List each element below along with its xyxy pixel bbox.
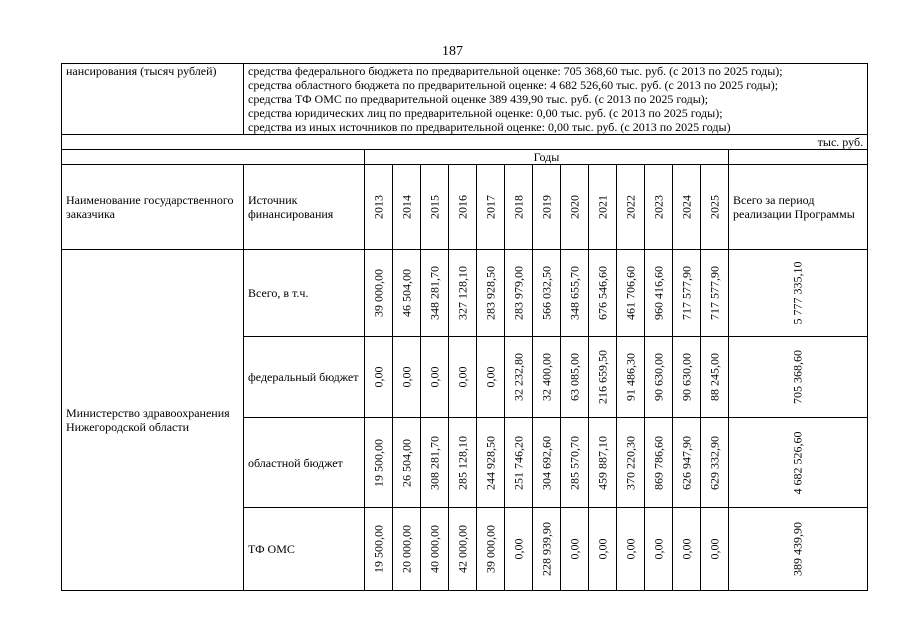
- total-cell: [729, 337, 868, 418]
- total-header: Всего за период реализации Программы: [729, 165, 868, 250]
- value-text: 19 500,00: [371, 438, 385, 487]
- value-cell: [533, 418, 561, 508]
- funding-summary-row: [62, 64, 868, 135]
- value-cell: [589, 337, 617, 418]
- value-cell: [449, 508, 477, 591]
- funding-line: средства ТФ ОМС по предварительной оценке 389 439,90 тыс. руб. (с 2013 по 2025 годы);: [248, 92, 709, 106]
- value-text: 90 630,00: [651, 353, 665, 401]
- value-cell: [673, 337, 701, 418]
- value-text: 0,00: [455, 366, 469, 388]
- value-cell: [477, 250, 505, 337]
- value-cell: [561, 337, 589, 418]
- value-text: 676 546,60: [595, 266, 609, 320]
- value-cell: [505, 337, 533, 418]
- value-text: 0,00: [651, 538, 665, 560]
- year-header: [701, 165, 729, 250]
- value-text: 216 659,50: [595, 350, 609, 404]
- value-text: 0,00: [679, 538, 693, 560]
- customer-header: Наименование государственного заказчика: [62, 165, 244, 250]
- value-text: 0,00: [511, 538, 525, 560]
- value-text: 327 128,10: [455, 266, 469, 320]
- value-text: 26 504,00: [399, 438, 413, 487]
- value-cell: [701, 418, 729, 508]
- value-text: 566 032,50: [539, 266, 553, 320]
- total-text: 705 368,60: [790, 350, 805, 404]
- source-name: федеральный бюджет: [244, 337, 365, 418]
- value-text: 629 332,90: [707, 435, 721, 490]
- value-text: 459 887,10: [595, 435, 609, 490]
- value-cell: [645, 508, 673, 591]
- year-header: [449, 165, 477, 250]
- year-header: [477, 165, 505, 250]
- value-text: 244 928,50: [483, 435, 497, 490]
- year-header: [673, 165, 701, 250]
- funding-line: средства юридических лиц по предварительной оценке: 0,00 тыс. руб. (с 2013 по 2025 годы);: [248, 106, 723, 120]
- header-row: [62, 165, 868, 250]
- value-cell: [421, 508, 449, 591]
- value-text: 46 504,00: [399, 269, 413, 317]
- value-text: 283 928,50: [483, 266, 497, 320]
- value-cell: [701, 508, 729, 591]
- value-text: 869 786,60: [651, 435, 665, 490]
- value-text: 717 577,90: [679, 266, 693, 320]
- value-text: 0,00: [399, 366, 413, 388]
- value-text: 63 085,00: [567, 353, 581, 401]
- value-text: 39 000,00: [483, 525, 497, 573]
- value-text: 40 000,00: [427, 525, 441, 573]
- value-text: 0,00: [567, 538, 581, 560]
- value-cell: [365, 508, 393, 591]
- customer-name: Министерство здравоохранения Нижегородской области: [62, 250, 244, 591]
- value-text: 285 128,10: [455, 435, 469, 490]
- funding-line: средства из иных источников по предварительной оценке: 0,00 тыс. руб. (с 2013 по 2025 годы): [248, 120, 731, 134]
- funding-label: нансирования (тысяч рублей): [62, 64, 244, 135]
- value-cell: [673, 508, 701, 591]
- value-text: 42 000,00: [455, 525, 469, 573]
- value-cell: [393, 250, 421, 337]
- value-text: 461 706,60: [623, 266, 637, 320]
- year-header: [617, 165, 645, 250]
- value-cell: [365, 418, 393, 508]
- value-cell: [561, 418, 589, 508]
- value-cell: [533, 250, 561, 337]
- value-text: 0,00: [623, 538, 637, 560]
- value-cell: [617, 337, 645, 418]
- year-header: [589, 165, 617, 250]
- value-cell: [393, 508, 421, 591]
- year-label: 2020: [567, 195, 581, 219]
- value-text: 90 630,00: [679, 353, 693, 401]
- year-label: 2018: [511, 195, 525, 219]
- value-cell: [701, 337, 729, 418]
- value-cell: [505, 508, 533, 591]
- value-cell: [365, 250, 393, 337]
- total-text: 4 682 526,60: [790, 431, 805, 494]
- source-header: Источник финансирования: [244, 165, 365, 250]
- year-label: 2025: [707, 195, 721, 219]
- page-number: 187: [442, 44, 463, 59]
- value-cell: [617, 250, 645, 337]
- value-text: 39 000,00: [371, 269, 385, 317]
- funding-lines: [244, 64, 868, 135]
- spacer-row: [62, 150, 868, 165]
- value-text: 283 979,00: [511, 266, 525, 320]
- value-cell: [561, 508, 589, 591]
- value-text: 32 232,80: [511, 353, 525, 401]
- value-text: 19 500,00: [371, 525, 385, 573]
- value-text: 251 746,20: [511, 435, 525, 490]
- value-text: 370 220,30: [623, 435, 637, 490]
- value-text: 717 577,90: [707, 266, 721, 320]
- year-header: [421, 165, 449, 250]
- value-text: 348 655,70: [567, 266, 581, 320]
- year-label: 2015: [427, 195, 441, 219]
- total-cell: [729, 250, 868, 337]
- value-cell: [505, 418, 533, 508]
- value-cell: [589, 418, 617, 508]
- year-label: 2024: [679, 195, 693, 219]
- funding-table: [61, 63, 868, 591]
- year-label: 2021: [595, 195, 609, 219]
- value-cell: [477, 337, 505, 418]
- value-cell: [477, 508, 505, 591]
- value-cell: [365, 337, 393, 418]
- value-cell: [421, 337, 449, 418]
- value-cell: [449, 250, 477, 337]
- unit-label: тыс. руб.: [62, 135, 868, 150]
- year-label: 2014: [399, 195, 413, 219]
- year-label: 2013: [371, 195, 385, 219]
- year-header: [533, 165, 561, 250]
- value-text: 285 570,70: [567, 435, 581, 490]
- year-header: [505, 165, 533, 250]
- value-text: 88 245,00: [707, 353, 721, 401]
- value-text: 960 416,60: [651, 266, 665, 320]
- value-cell: [393, 337, 421, 418]
- value-text: 348 281,70: [427, 266, 441, 320]
- value-text: 308 281,70: [427, 435, 441, 490]
- value-cell: [589, 250, 617, 337]
- value-text: 20 000,00: [399, 525, 413, 573]
- year-header: [561, 165, 589, 250]
- total-text: 5 777 335,10: [790, 261, 805, 325]
- data-row: [62, 250, 868, 337]
- year-header: [645, 165, 673, 250]
- year-label: 2022: [623, 195, 637, 219]
- source-name: Всего, в т.ч.: [244, 250, 365, 337]
- funding-line: средства областного бюджета по предварительной оценке: 4 682 526,60 тыс. руб. (с 2013 по 2025 годы);: [248, 78, 779, 92]
- year-label: 2019: [539, 195, 553, 219]
- value-text: 32 400,00: [539, 353, 553, 401]
- value-text: 626 947,90: [679, 435, 693, 490]
- value-cell: [645, 418, 673, 508]
- value-text: 0,00: [427, 366, 441, 388]
- value-cell: [589, 508, 617, 591]
- year-label: 2023: [651, 195, 665, 219]
- value-text: 0,00: [595, 538, 609, 560]
- value-text: 91 486,30: [623, 353, 637, 401]
- source-name: областной бюджет: [244, 418, 365, 508]
- total-cell: [729, 418, 868, 508]
- years-group-header: Годы: [365, 150, 729, 165]
- source-name: ТФ ОМС: [244, 508, 365, 591]
- value-cell: [533, 508, 561, 591]
- value-cell: [421, 418, 449, 508]
- value-cell: [617, 418, 645, 508]
- value-text: 0,00: [707, 538, 721, 560]
- year-header: [365, 165, 393, 250]
- value-cell: [617, 508, 645, 591]
- value-cell: [645, 337, 673, 418]
- total-cell: [729, 508, 868, 591]
- value-text: 0,00: [371, 366, 385, 388]
- funding-line: средства федерального бюджета по предварительной оценке: 705 368,60 тыс. руб. (с 2013 по 2025 годы);: [248, 64, 783, 78]
- value-cell: [449, 337, 477, 418]
- value-cell: [673, 418, 701, 508]
- value-cell: [673, 250, 701, 337]
- value-cell: [561, 250, 589, 337]
- year-label: 2017: [483, 195, 497, 219]
- year-header: [393, 165, 421, 250]
- value-cell: [533, 337, 561, 418]
- value-text: 228 939,90: [539, 522, 553, 576]
- unit-row: [62, 135, 868, 150]
- value-cell: [645, 250, 673, 337]
- total-text: 389 439,90: [790, 522, 805, 576]
- value-cell: [449, 418, 477, 508]
- value-cell: [505, 250, 533, 337]
- value-cell: [701, 250, 729, 337]
- value-cell: [477, 418, 505, 508]
- year-label: 2016: [455, 195, 469, 219]
- value-cell: [393, 418, 421, 508]
- value-text: 0,00: [483, 366, 497, 388]
- value-text: 304 692,60: [539, 435, 553, 490]
- value-cell: [421, 250, 449, 337]
